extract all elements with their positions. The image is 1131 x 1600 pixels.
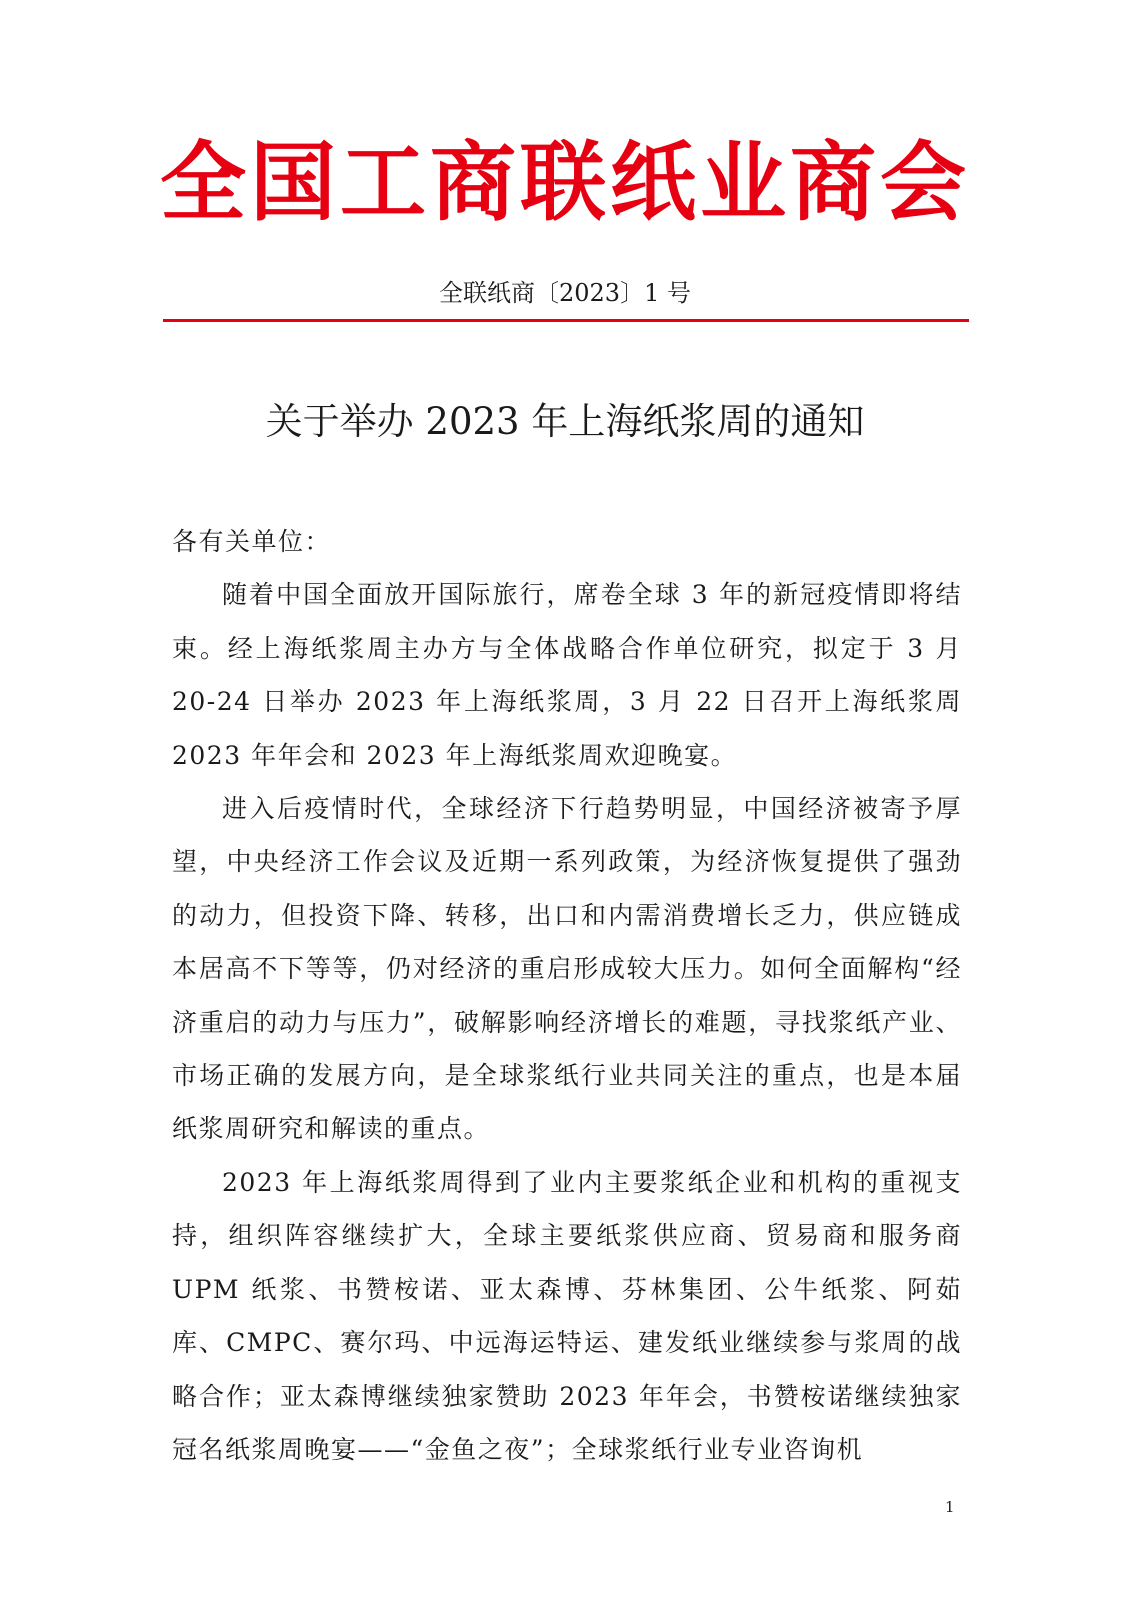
body-paragraph: 进入后疫情时代，全球经济下行趋势明显，中国经济被寄予厚望，中央经济工作会议及近期一系列政策，为经济恢复提供了强劲的动力，但投资下降、转移，出口和内需消费增长乏力，供应链成本居高不下等等，仍对经济的重启形成较大压力。如何全面解构“经济重启的动力与压力”，破解影响经济增长的难题，寻找浆纸产业、市场正确的发展方向，是全球浆纸行业共同关注的重点，也是本届纸浆周研究和解读的重点。 [172, 794, 962, 1144]
page-number: 1 [945, 1498, 955, 1516]
document-number: 全联纸商〔2023〕1 号 [439, 279, 691, 307]
letterhead-red-rule [163, 319, 969, 322]
notice-title: 关于举办 2023 年上海纸浆周的通知 [265, 400, 865, 443]
body-paragraph: 2023 年上海纸浆周得到了业内主要浆纸企业和机构的重视支持，组织阵容继续扩大，全球主要纸浆供应商、贸易商和服务商 UPM 纸浆、书赞桉诺、亚太森博、芬林集团、公牛纸浆、阿茹库、CMPC、赛尔玛、中远海运特运、建发纸业继续参与浆周的战略合作；亚太森博继续独家赞助 2023 年年会，书赞桉诺继续独家冠名纸浆周晚宴——“金鱼之夜”；全球浆纸行业专业咨询机 [172, 1167, 962, 1464]
notice-body [172, 515, 962, 1476]
salutation: 各有关单位： [172, 527, 332, 556]
body-paragraph: 随着中国全面放开国际旅行，席卷全球 3 年的新冠疫情即将结束。经上海纸浆周主办方与全体战略合作单位研究，拟定于 3 月 20-24 日举办 2023 年上海纸浆周，3 月 22 日召开上海纸浆周 2023 年年会和 2023 年上海纸浆周欢迎晚宴。 [172, 580, 962, 770]
letterhead-org-name: 全国工商联纸业商会 [160, 133, 970, 233]
